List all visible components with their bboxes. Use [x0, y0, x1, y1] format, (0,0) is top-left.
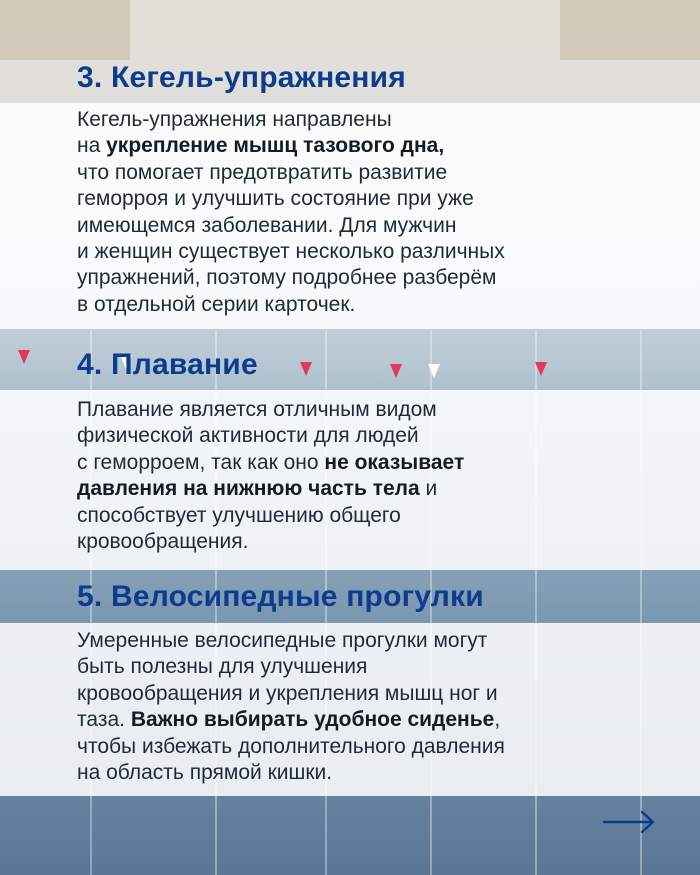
lane-flag [428, 364, 440, 378]
text-segment: и [419, 477, 438, 501]
section-title-kegel: 3. Кегель-упражнения [77, 61, 406, 94]
section-title-swimming: 4. Плавание [77, 348, 258, 381]
text-segment: Кегель-упражнения направлены [77, 108, 392, 131]
section-title-cycling: 5. Велосипедные прогулки [77, 580, 484, 613]
text-segment: в отдельной серии карточек. [77, 292, 356, 316]
lane-flag [300, 362, 312, 376]
arrow-right-icon[interactable] [601, 808, 657, 836]
text-segment: имеющемся заболевании. Для мужчин [77, 213, 457, 237]
emphasis-text: укрепление мышц тазового дна, [106, 134, 445, 158]
lane-flag [18, 350, 30, 364]
section-text-cycling [77, 628, 660, 786]
text-segment: Умеренные велосипедные прогулки могут [77, 629, 488, 652]
text-segment: что помогает предотвратить развитие [77, 160, 448, 184]
section-card-cycling [0, 623, 700, 796]
text-segment: кровообращения. [77, 530, 249, 554]
text-segment: таза. [77, 708, 131, 732]
text-segment: чтобы избежать дополнительного давления [77, 734, 505, 758]
text-segment: физической активности для людей [77, 424, 419, 448]
emphasis-text: Важно выбирать удобное сиденье [130, 708, 495, 732]
text-segment: и женщин существует несколько различных [77, 240, 505, 264]
text-segment: Плавание является отличным видом [77, 398, 437, 421]
text-segment: упражнений, поэтому подробнее разберём [77, 266, 497, 290]
text-segment: способствует улучшению общего [77, 503, 401, 527]
text-segment: быть полезны для улучшения [77, 655, 368, 679]
lane-flag [535, 362, 547, 376]
emphasis-text: давления на нижнюю часть тела [77, 477, 420, 501]
background-building [560, 0, 700, 60]
emphasis-text: не оказывает [324, 450, 465, 474]
text-segment: на [77, 134, 107, 158]
section-card-swimming [0, 390, 700, 570]
section-text-kegel [77, 107, 660, 318]
text-segment: на область прямой кишки. [77, 761, 333, 785]
text-segment: , [494, 708, 501, 732]
text-segment: геморроя и улучшить состояние при уже [77, 187, 474, 211]
lane-flag [390, 364, 402, 378]
text-segment: кровообращения и укрепления мышц ног и [77, 681, 498, 705]
text-segment: с геморроем, так как оно [77, 450, 325, 474]
background-building [0, 0, 130, 60]
section-card-kegel [0, 103, 700, 329]
section-text-swimming [77, 397, 660, 555]
